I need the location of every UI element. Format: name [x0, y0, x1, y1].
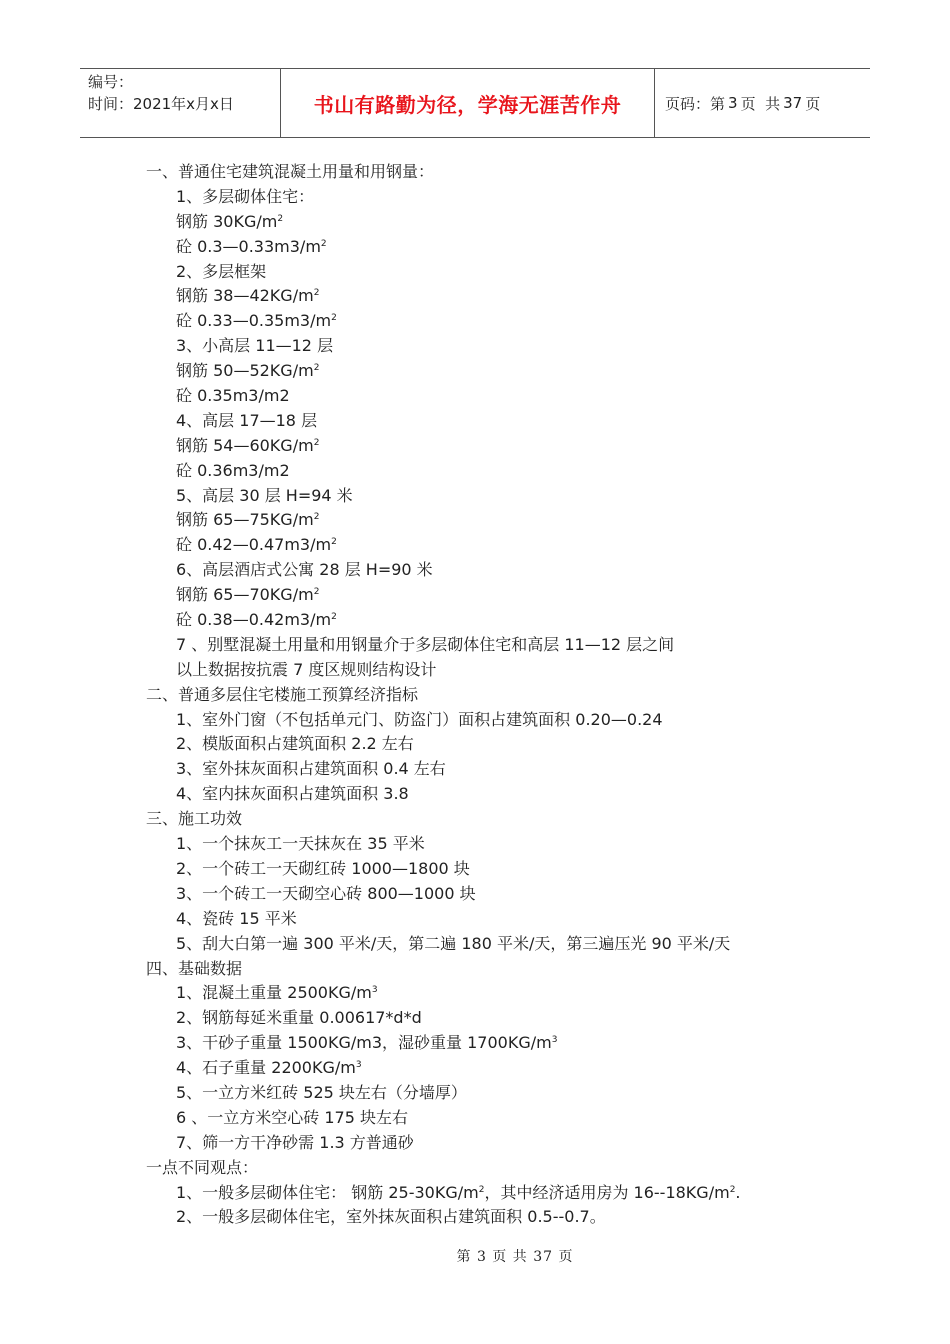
line-text: 4、瓷砖 15 平米 [176, 908, 297, 928]
content-line [0, 757, 950, 782]
line-text-tail: . [735, 1182, 741, 1202]
superscript: 2 [313, 363, 320, 374]
page-header [80, 68, 870, 138]
content-line [0, 981, 950, 1006]
line-text: 砼 0.36m3/m2 [176, 460, 290, 480]
line-text: 1、一般多层砌体住宅： 钢筋 25-30KG/m [176, 1182, 479, 1202]
line-text: 3、小高层 11—12 层 [176, 336, 334, 356]
superscript: 2 [313, 288, 320, 299]
line-text: 钢筋 65—75KG/m [176, 510, 314, 530]
line-text: 2、钢筋每延米重量 0.00617*d*d [176, 1008, 422, 1028]
content-line [0, 907, 950, 932]
content-line [0, 484, 950, 509]
line-text: 1、室外门窗（不包括单元门、防盗门）面积占建筑面积 0.20—0.24 [176, 709, 663, 729]
section-heading [0, 160, 950, 185]
content-line [0, 235, 950, 260]
time-label: 时间：2021年x月x日 [88, 95, 234, 113]
content-line [0, 882, 950, 907]
content-line [0, 732, 950, 757]
content-line [0, 1131, 950, 1156]
content-line [0, 1081, 950, 1106]
line-text: 四、基础数据 [146, 958, 243, 978]
section-heading [0, 683, 950, 708]
section-heading [0, 807, 950, 832]
content-line [0, 583, 950, 608]
line-text: 一点不同观点： [146, 1157, 259, 1177]
line-text: 6 、一立方米空心砖 175 块左右 [176, 1107, 408, 1127]
content-line [0, 434, 950, 459]
content-line [0, 608, 950, 633]
header-page-info [655, 69, 870, 137]
superscript: 2 [478, 1184, 485, 1195]
superscript: 2 [729, 1184, 736, 1195]
line-text-tail: ，其中经济适用房为 16--18KG/m [484, 1182, 730, 1202]
line-text: 砼 0.33—0.35m3/m [176, 311, 332, 331]
line-text: 砼 0.38—0.42m3/m [176, 610, 332, 630]
content-line [0, 1006, 950, 1031]
line-text: 钢筋 30KG/m [176, 211, 278, 231]
content-line [0, 1181, 950, 1206]
line-text: 以上数据按抗震 7 度区规则结构设计 [176, 659, 437, 679]
line-text: 砼 0.35m3/m2 [176, 386, 290, 406]
line-text: 7、筛一方干净砂需 1.3 方普通砂 [176, 1132, 414, 1152]
superscript: 3 [355, 1060, 362, 1071]
line-text: 3、室外抹灰面积占建筑面积 0.4 左右 [176, 759, 446, 779]
line-text: 钢筋 38—42KG/m [176, 286, 314, 306]
content-line [0, 459, 950, 484]
line-text: 砼 0.3—0.33m3/m [176, 236, 321, 256]
line-text: 6、高层酒店式公寓 28 层 H=90 米 [176, 560, 433, 580]
line-text: 钢筋 54—60KG/m [176, 435, 314, 455]
line-text: 4、石子重量 2200KG/m [176, 1058, 356, 1078]
document-body [0, 160, 950, 1230]
superscript: 2 [331, 537, 337, 548]
superscript: 3 [371, 985, 378, 996]
page-end: 页 [805, 94, 821, 113]
superscript: 3 [551, 1035, 558, 1046]
line-text: 5、一立方米红砖 525 块左右（分墙厚） [176, 1082, 467, 1102]
content-line [0, 284, 950, 309]
content-line [0, 210, 950, 235]
superscript: 2 [331, 313, 337, 324]
line-text: 3、干砂子重量 1500KG/m3，湿砂重量 1700KG/m [176, 1033, 552, 1053]
content-line [0, 832, 950, 857]
content-line [0, 1205, 950, 1230]
line-text: 2、多层框架 [176, 261, 267, 281]
content-line [0, 633, 950, 658]
line-text: 钢筋 65—70KG/m [176, 585, 314, 605]
content-line [0, 558, 950, 583]
line-text: 1、混凝土重量 2500KG/m [176, 983, 372, 1003]
content-line [0, 708, 950, 733]
content-line [0, 309, 950, 334]
superscript: 2 [320, 238, 327, 249]
content-line [0, 384, 950, 409]
line-text: 4、室内抹灰面积占建筑面积 3.8 [176, 784, 409, 804]
content-line [0, 857, 950, 882]
line-text: 2、一般多层砌体住宅，室外抹灰面积占建筑面积 0.5--0.7。 [176, 1207, 606, 1227]
header-left-cell [80, 69, 281, 137]
content-line [0, 658, 950, 683]
superscript: 2 [277, 213, 284, 224]
superscript: 2 [313, 512, 320, 523]
content-line [0, 409, 950, 434]
page-mid: 页 共 [740, 94, 781, 113]
page-footer: 第 3 页 共 37 页 [456, 1249, 574, 1265]
page-label: 页码：第 [665, 94, 726, 113]
line-text: 1、多层砌体住宅： [176, 186, 315, 206]
line-text: 砼 0.42—0.47m3/m [176, 535, 332, 555]
line-text: 一、普通住宅建筑混凝土用量和用钢量： [146, 162, 435, 181]
section-heading [0, 957, 950, 982]
content-line [0, 334, 950, 359]
line-text: 2、模版面积占建筑面积 2.2 左右 [176, 734, 414, 754]
line-text: 5、高层 30 层 H=94 米 [176, 485, 353, 505]
line-text: 钢筋 50—52KG/m [176, 361, 314, 381]
page-number: 3 [728, 94, 738, 112]
superscript: 2 [313, 587, 320, 598]
content-line [0, 1056, 950, 1081]
line-text: 7 、别墅混凝土用量和用钢量介于多层砌体住宅和高层 11—12 层之间 [176, 634, 675, 654]
line-text: 2、一个砖工一天砌红砖 1000—1800 块 [176, 858, 470, 878]
header-motto: 书山有路勤为径，学海无涯苦作舟 [281, 69, 655, 137]
line-text: 三、施工功效 [146, 809, 243, 829]
page-total: 37 [783, 94, 803, 112]
section-heading [0, 1156, 950, 1181]
content-line [0, 782, 950, 807]
content-line [0, 1106, 950, 1131]
content-line [0, 932, 950, 957]
content-line [0, 508, 950, 533]
line-text: 4、高层 17—18 层 [176, 410, 318, 430]
content-line [0, 1031, 950, 1056]
line-text: 5、刮大白第一遍 300 平米/天，第二遍 180 平米/天，第三遍压光 90 平米/天 [176, 933, 731, 953]
line-text: 1、一个抹灰工一天抹灰在 35 平米 [176, 834, 425, 854]
content-line [0, 533, 950, 558]
superscript: 2 [313, 437, 320, 448]
code-label: 编号： [88, 73, 134, 91]
content-line [0, 185, 950, 210]
content-line [0, 260, 950, 285]
line-text: 二、普通多层住宅楼施工预算经济指标 [146, 684, 419, 704]
superscript: 2 [331, 612, 337, 623]
line-text: 3、一个砖工一天砌空心砖 800—1000 块 [176, 883, 476, 903]
content-line [0, 359, 950, 384]
